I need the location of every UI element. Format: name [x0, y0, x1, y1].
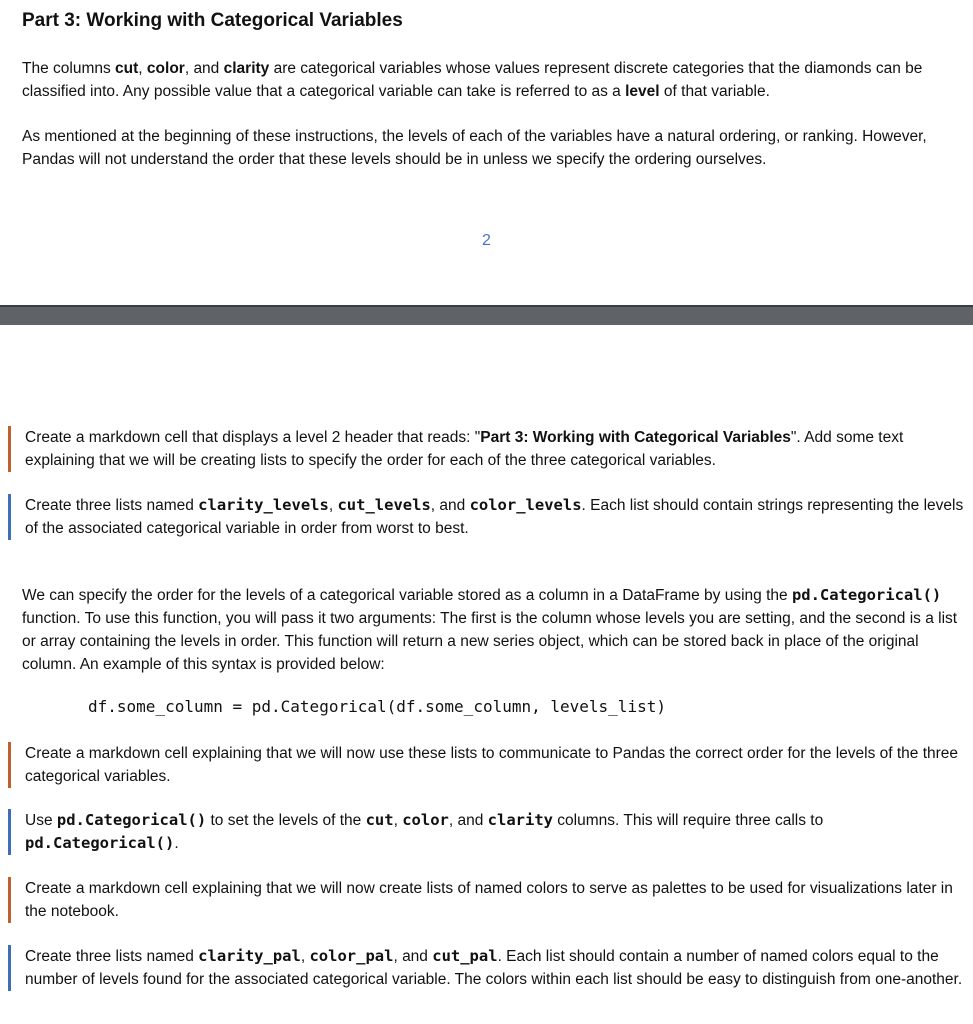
text-run: , — [138, 60, 147, 77]
text-run: , and — [448, 812, 488, 829]
code-clarity-levels: clarity_levels — [198, 496, 329, 514]
code-cut: cut — [365, 811, 394, 829]
text-run: , — [393, 812, 403, 829]
bold-term-clarity: clarity — [223, 60, 270, 77]
code-color-levels: color_levels — [469, 496, 582, 514]
categorical-explanation — [22, 584, 962, 676]
page-number: 2 — [482, 232, 491, 249]
text-run: , and — [430, 497, 470, 514]
task-create-level-lists — [8, 494, 973, 540]
document-page-top — [0, 0, 973, 305]
text-run: The columns — [22, 60, 116, 77]
text-run: function. To use this function, you will pass it two arguments: The first is the column whose levels you are setting, and the second is a list or array containing the levels in order. This function will return a new series object, which can be stored back in place of the original column. An example of this syntax is provided below: — [22, 610, 958, 673]
text-run: , and — [393, 948, 433, 965]
task-set-categorical-levels — [8, 809, 973, 855]
text-run: are categorical variables whose values represent discrete categories that the diamonds can be classified into. Any possible value that a categorical variable can take is referred to as a — [22, 60, 923, 100]
text-run: . — [174, 835, 179, 852]
text-run: Use — [25, 812, 57, 829]
code-pd-categorical: pd.Categorical() — [791, 586, 942, 604]
text-run: Create three lists named — [25, 497, 199, 514]
code-clarity: clarity — [487, 811, 553, 829]
intro-paragraph-1 — [22, 57, 957, 103]
text-run: ". Add some text explaining that we will be creating lists to specify the order for each of the three categorical variables. — [25, 429, 904, 469]
task-markdown-header — [8, 426, 973, 472]
bold-header-text: Part 3: Working with Categorical Variables — [480, 429, 791, 446]
page-break-divider — [0, 305, 973, 325]
bold-term-cut: cut — [115, 60, 139, 77]
text-run: , and — [184, 60, 224, 77]
bold-term-color: color — [146, 60, 185, 77]
code-cut-levels: cut_levels — [337, 496, 431, 514]
text-run: . Each list should contain strings representing the levels of the associated categorical variable in order from worst to best. — [25, 497, 964, 537]
code-color-pal: color_pal — [309, 947, 394, 965]
task-markdown-palettes: Create a markdown cell explaining that we will now create lists of named colors to serve as palettes to be used for visualizations later in the notebook. — [8, 877, 973, 923]
task-create-palettes — [8, 945, 973, 991]
text-run: , — [328, 497, 338, 514]
text-run: We can specify the order for the levels of a categorical variable stored as a column in a DataFrame by using the — [22, 587, 792, 604]
code-clarity-pal: clarity_pal — [198, 947, 301, 965]
text-run: , — [300, 948, 310, 965]
code-pd-categorical: pd.Categorical() — [56, 811, 207, 829]
text-run: to set the levels of the — [206, 812, 366, 829]
intro-paragraph-2: As mentioned at the beginning of these instructions, the levels of each of the variables have a natural ordering, or ranking. However, Pandas will not understand the order that these levels should be in unless we specify the ordering ourselves. — [22, 128, 927, 168]
code-color: color — [402, 811, 449, 829]
text-run: Create three lists named — [25, 948, 199, 965]
bold-term-level: level — [625, 83, 660, 100]
text-run: columns. This will require three calls to — [553, 812, 824, 829]
text-run: of that variable. — [659, 83, 770, 100]
code-example: df.some_column = pd.Categorical(df.some_column, levels_list) — [88, 697, 666, 716]
text-run: . Each list should contain a number of named colors equal to the number of levels found for the associated categorical variable. The colors within each list should be easy to distinguish from one-another. — [25, 948, 963, 988]
text-run: Create a markdown cell that displays a level 2 header that reads: " — [25, 429, 481, 446]
section-heading: Part 3: Working with Categorical Variables — [22, 10, 403, 31]
code-cut-pal: cut_pal — [432, 947, 498, 965]
task-markdown-order-explain: Create a markdown cell explaining that we will now use these lists to communicate to Pandas the correct order for the levels of the three categorical variables. — [8, 742, 973, 788]
code-pd-categorical: pd.Categorical() — [25, 834, 175, 852]
